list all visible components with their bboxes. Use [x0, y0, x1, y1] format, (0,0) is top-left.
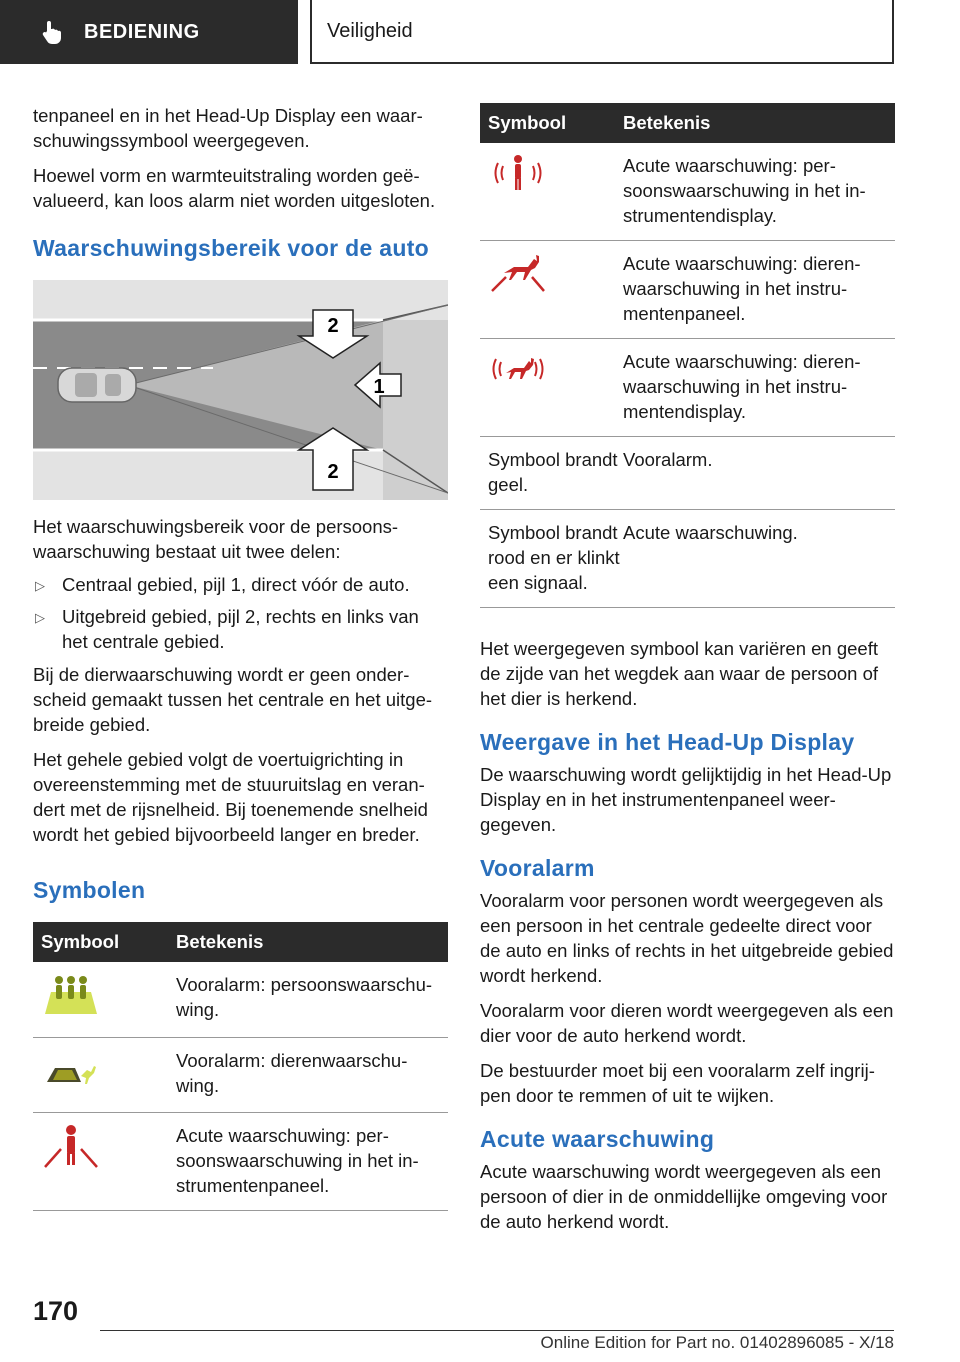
chapter-tab: [310, 0, 894, 64]
table-row: [480, 437, 895, 510]
table-row: [33, 962, 448, 1037]
paragraph: Hoewel vorm en warmteuitstraling worden geëvalueerd, kan loos alarm niet worden uitgesloten.: [33, 165, 436, 211]
svg-text:1: 1: [373, 376, 385, 398]
paragraph: De bestuurder moet bij een vooralarm zelf ingrijpen door te remmen of uit te wijken.: [480, 1060, 875, 1106]
pedestrian-acute-warning-icon: [41, 1123, 101, 1171]
deer-acute-warning-icon: [488, 251, 548, 295]
warning-range-diagram: [33, 280, 448, 500]
meaning-cell: Acute waarschuwing: dierenwaarschuwing in het instrumentendisplay.: [623, 339, 895, 437]
svg-text:2: 2: [327, 461, 339, 483]
paragraph: tenpaneel en in het Head-Up Display een waarschuwingssymbool weergegeven.: [33, 105, 423, 151]
table-row: [480, 143, 895, 241]
meaning-cell: Vooralarm: dierenwaarschuwing.: [176, 1037, 448, 1112]
meaning-cell: Vooralarm.: [623, 437, 895, 510]
paragraph: Acute waarschuwing wordt weergegeven als een persoon of dier in de onmiddellijke omgeving voor de auto herkend wordt.: [480, 1161, 888, 1232]
table-row: [480, 339, 895, 437]
triangle-bullet-icon: ▷: [35, 610, 45, 625]
column-header-meaning: Betekenis: [623, 103, 895, 143]
symbol-cell: Symbool brandt rood en er klinkt een signaal.: [480, 510, 623, 608]
meaning-cell: Acute waarschuwing: persoonswaarschuwing in het instrumentenpaneel.: [176, 1112, 448, 1210]
animal-prewarning-icon: [41, 1048, 101, 1088]
section-title: BEDIENING: [84, 20, 200, 43]
hand-pointer-icon: [38, 18, 66, 46]
paragraph: Bij de dierwaarschuwing wordt er geen onderscheid gemaakt tussen het centrale en het uitgebreide gebied.: [33, 664, 433, 735]
paragraph: Vooralarm voor personen wordt weergegeven als een persoon in het centrale gedeelte direct voor de auto en links of rechts in het uitgebreide gebied wordt herkend.: [480, 890, 894, 986]
column-header-symbol: Symbool: [480, 103, 623, 143]
meaning-cell: Acute waarschuwing.: [623, 510, 895, 608]
footer-rule: [100, 1330, 894, 1331]
pedestrians-prewarning-icon: [41, 972, 101, 1018]
left-column: [33, 103, 448, 1211]
meaning-cell: Acute waarschuwing: persoonswaarschuwing in het instrumentendisplay.: [623, 143, 895, 241]
right-column: [480, 103, 895, 1244]
pedestrian-display-warning-icon: [488, 153, 548, 193]
chapter-title: Veiligheid: [327, 19, 413, 42]
table-row: [33, 1112, 448, 1210]
column-header-symbol: Symbool: [33, 922, 176, 962]
page-number: 170: [33, 1296, 79, 1326]
table-header-row: [33, 922, 448, 962]
table-header-row: [480, 103, 895, 143]
table-row: [33, 1037, 448, 1112]
section-heading: Symbolen: [33, 877, 146, 903]
paragraph: Het waarschuwingsbereik voor de persoonswaarschuwing bestaat uit twee delen:: [33, 516, 399, 562]
svg-text:2: 2: [327, 315, 339, 337]
column-header-meaning: Betekenis: [176, 922, 448, 962]
triangle-bullet-icon: ▷: [35, 578, 45, 593]
symbol-cell: Symbool brandt geel.: [480, 437, 623, 510]
section-tab: [0, 0, 298, 64]
symbols-table-left: [33, 922, 448, 1211]
table-row: [480, 510, 895, 608]
edition-note: Online Edition for Part no. 01402896085 - X/18: [540, 1333, 894, 1352]
meaning-cell: Vooralarm: persoonswaarschuwing.: [176, 962, 448, 1037]
deer-display-warning-icon: [488, 349, 548, 389]
section-heading: Vooralarm: [480, 855, 595, 881]
car-icon: [58, 368, 136, 402]
list-item: ▷ Centraal gebied, pijl 1, direct vóór de auto.: [33, 572, 448, 597]
paragraph: De waarschuwing wordt gelijktijdig in het Head-Up Display en in het instrumentenpaneel weergegeven.: [480, 764, 892, 835]
section-heading: Waarschuwingsbereik voor de auto: [33, 235, 430, 261]
symbols-table-right: [480, 103, 895, 608]
meaning-cell: Acute waarschuwing: dierenwaarschuwing in het instrumentenpaneel.: [623, 241, 895, 339]
section-heading: Acute waarschuwing: [480, 1126, 715, 1152]
paragraph: Het weergegeven symbool kan variëren en geeft de zijde van het wegdek aan waar de persoon of het dier is herkend.: [480, 638, 879, 709]
bullet-list: [33, 572, 448, 654]
section-heading: Weergave in het Head-Up Display: [480, 729, 855, 755]
list-item: ▷ Uitgebreid gebied, pijl 2, rechts en links van het centrale gebied.: [35, 606, 419, 652]
table-row: [480, 241, 895, 339]
paragraph: Het gehele gebied volgt de voertuigrichting in overeenstemming met de stuuruitslag en verandert met de rijsnelheid. Bij toenemende snelheid wordt het gebied bijvoorbeeld langer en breder.: [33, 749, 428, 845]
paragraph: Vooralarm voor dieren wordt weergegeven als een dier voor de auto herkend wordt.: [480, 1000, 894, 1046]
